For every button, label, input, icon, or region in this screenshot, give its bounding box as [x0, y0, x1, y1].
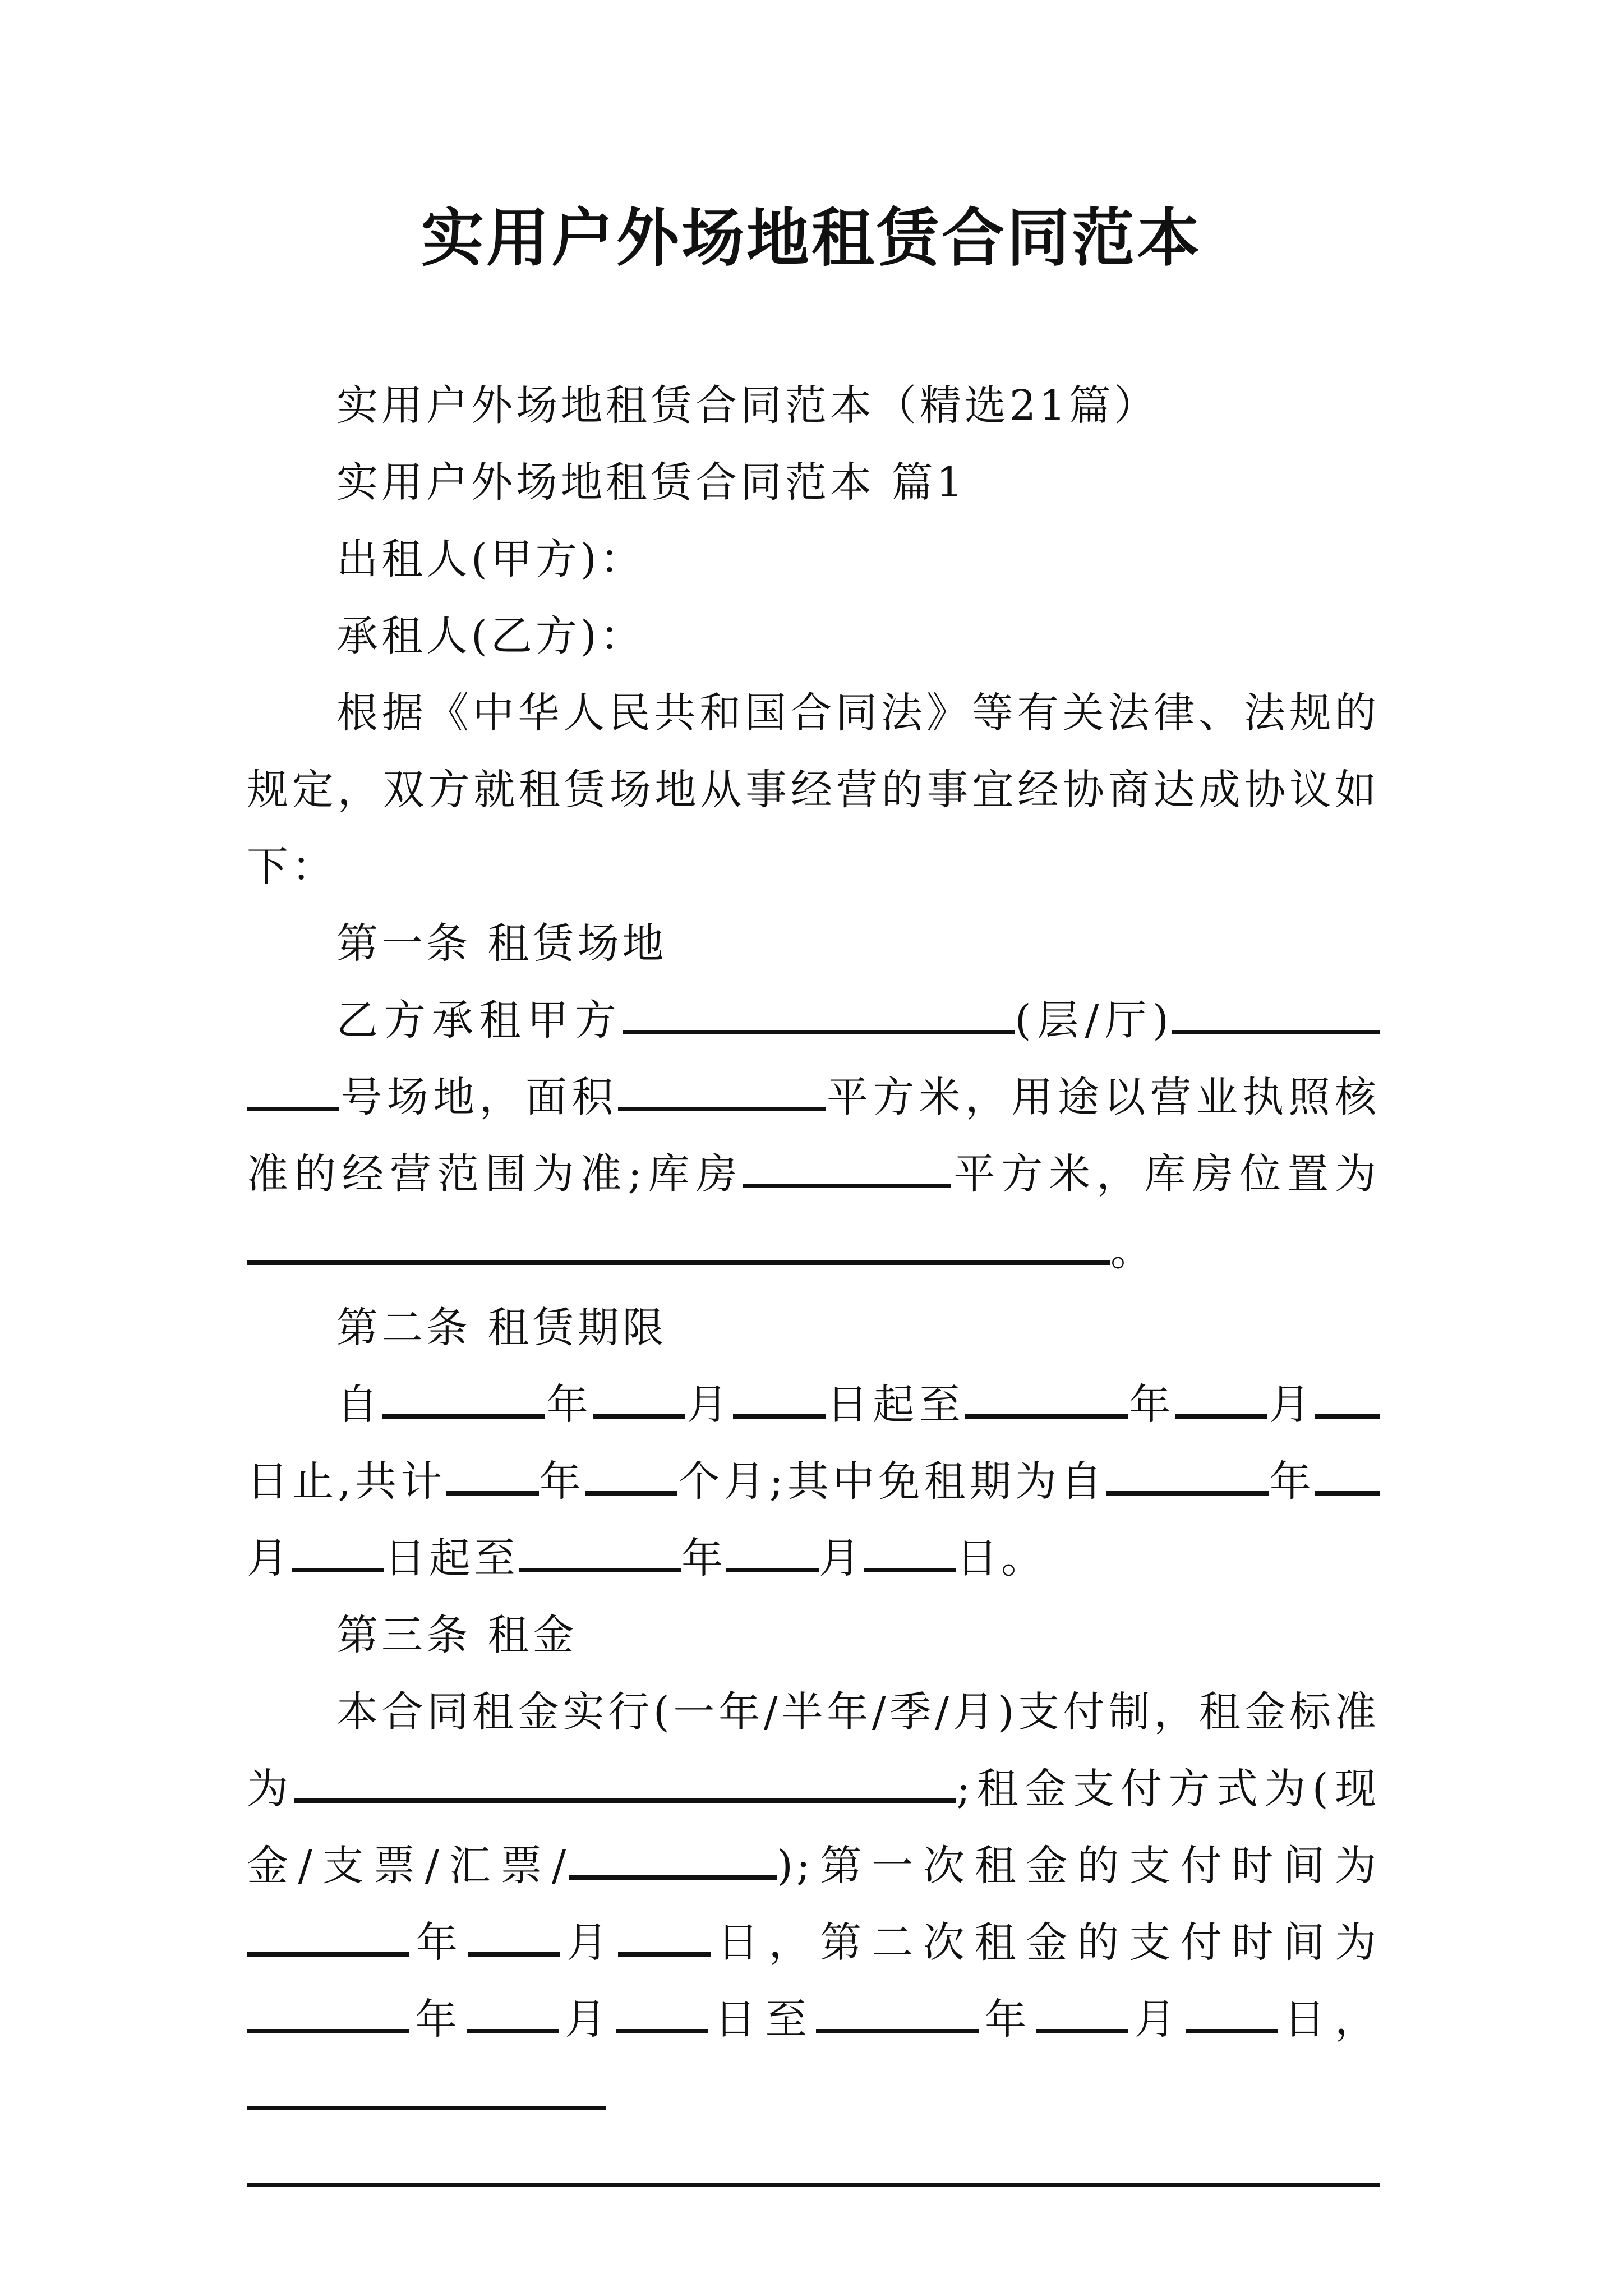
blank-site-number[interactable]	[247, 1070, 339, 1111]
article-1-text: 号场地，面积	[339, 1073, 618, 1121]
article-3-text: 年	[409, 1995, 467, 2044]
piece-heading: 实用户外场地租赁合同范本 篇1	[336, 458, 966, 507]
article-2-heading: 第二条 租赁期限	[336, 1304, 667, 1352]
article-2-text: 年	[538, 1457, 585, 1506]
article-2-text: 自	[336, 1381, 383, 1429]
article-2-text: 日。	[956, 1534, 1046, 1582]
article-1-heading: 第一条 租赁场地	[336, 919, 667, 968]
article-3-text: 月	[560, 1918, 619, 1967]
article-2-text: 年	[681, 1534, 726, 1582]
blank-free-end-year[interactable]	[519, 1531, 681, 1572]
blank-second-payment-start-day[interactable]	[616, 1992, 708, 2033]
blank-floor[interactable]	[623, 993, 1015, 1034]
lessor-label: 出租人(甲方)：	[336, 535, 645, 583]
blank-payment-method[interactable]	[569, 1838, 777, 1880]
article-1-text: 乙方承租甲方	[336, 996, 623, 1045]
blank-storage-area[interactable]	[743, 1147, 951, 1188]
article-2-text: 年	[1127, 1381, 1175, 1429]
blank-second-payment-end-day[interactable]	[1186, 1992, 1278, 2033]
document-body	[247, 367, 1380, 2212]
article-3-heading: 第三条 租金	[336, 1611, 578, 1659]
blank-site-number[interactable]	[1172, 993, 1380, 1034]
article-2-text: 年	[545, 1381, 593, 1429]
blank-first-payment-day[interactable]	[618, 1915, 711, 1957]
blank-payment-note[interactable]	[247, 2146, 1380, 2187]
blank-free-end-day[interactable]	[864, 1531, 956, 1572]
article-3-text: );第一次租金的支付时间为	[777, 1842, 1380, 1890]
article-2-text: 月	[1267, 1381, 1316, 1429]
blank-payment-note[interactable]	[247, 2069, 606, 2110]
article-3-text: 日，第二次租金的支付时间为	[711, 1918, 1380, 1967]
blank-second-payment-start-year[interactable]	[247, 1992, 409, 2033]
blank-second-payment-end-month[interactable]	[1036, 1992, 1128, 2033]
article-3-text: 年	[979, 1995, 1036, 2044]
article-3-text: 年	[409, 1918, 468, 1967]
blank-start-month[interactable]	[593, 1377, 685, 1419]
blank-end-month[interactable]	[1175, 1377, 1267, 1419]
article-2-text: 日止,共计	[247, 1457, 446, 1506]
blank-start-day[interactable]	[733, 1377, 826, 1419]
blank-area[interactable]	[618, 1070, 826, 1111]
blank-free-end-month[interactable]	[726, 1531, 819, 1572]
article-2-text: 日起至	[825, 1381, 965, 1429]
article-3-text: 日至	[708, 1995, 817, 2044]
lessee-label: 承租人(乙方)：	[336, 612, 645, 660]
article-3-text: ;租金支付方式为(现金/支票/汇票/	[247, 1765, 1380, 1890]
document-title: 实用户外场地租赁合同范本	[421, 201, 1202, 275]
article-3-text: 本合同租金实行(一年/半年/季/月)支付制，租金标准为	[247, 1688, 1380, 1813]
blank-free-start-month[interactable]	[1315, 1454, 1380, 1496]
blank-second-payment-start-month[interactable]	[467, 1992, 559, 2033]
intro-paragraph: 根据《中华人民共和国合同法》等有关法律、法规的规定，双方就租赁场地从事经营的事宜经协商达成协议如下：	[247, 689, 1380, 891]
blank-start-year[interactable]	[382, 1377, 545, 1419]
blank-first-payment-year[interactable]	[247, 1915, 409, 1957]
blank-free-start-year[interactable]	[1106, 1454, 1269, 1496]
article-1-text: 平方米，库房位置为	[951, 1150, 1380, 1198]
blank-total-years[interactable]	[446, 1454, 539, 1496]
article-3-text: 月	[559, 1995, 616, 2044]
blank-rent-standard[interactable]	[294, 1761, 956, 1803]
article-2-text: 月	[247, 1534, 292, 1582]
article-2-text: 月	[685, 1381, 733, 1429]
article-3-text: 日，	[1278, 1995, 1380, 2044]
blank-end-day[interactable]	[1315, 1377, 1380, 1419]
article-1-text: 。	[1110, 1227, 1155, 1275]
article-1-text: 平方米，用途以营业执照核准的经营范围为准;库房	[247, 1073, 1380, 1198]
blank-free-start-day[interactable]	[292, 1531, 384, 1572]
article-2-text: 个月;其中免租期为自	[677, 1457, 1106, 1506]
article-1-paragraph	[247, 982, 1380, 1290]
article-2-text: 年	[1269, 1457, 1315, 1506]
blank-first-payment-month[interactable]	[468, 1915, 560, 1957]
blank-storage-location[interactable]	[247, 1223, 1110, 1265]
article-3-paragraph	[247, 1674, 1380, 2212]
blank-total-months[interactable]	[585, 1454, 677, 1496]
article-2-text: 日起至	[384, 1534, 519, 1582]
blank-second-payment-end-year[interactable]	[816, 1992, 979, 2033]
article-2-text: 月	[819, 1534, 864, 1582]
article-1-text: (层/厅)	[1015, 996, 1173, 1045]
article-3-text: 月	[1128, 1995, 1186, 2044]
document-subtitle: 实用户外场地租赁合同范本（精选21篇）	[336, 381, 1159, 430]
article-2-paragraph	[247, 1366, 1380, 1597]
blank-end-year[interactable]	[965, 1377, 1128, 1419]
